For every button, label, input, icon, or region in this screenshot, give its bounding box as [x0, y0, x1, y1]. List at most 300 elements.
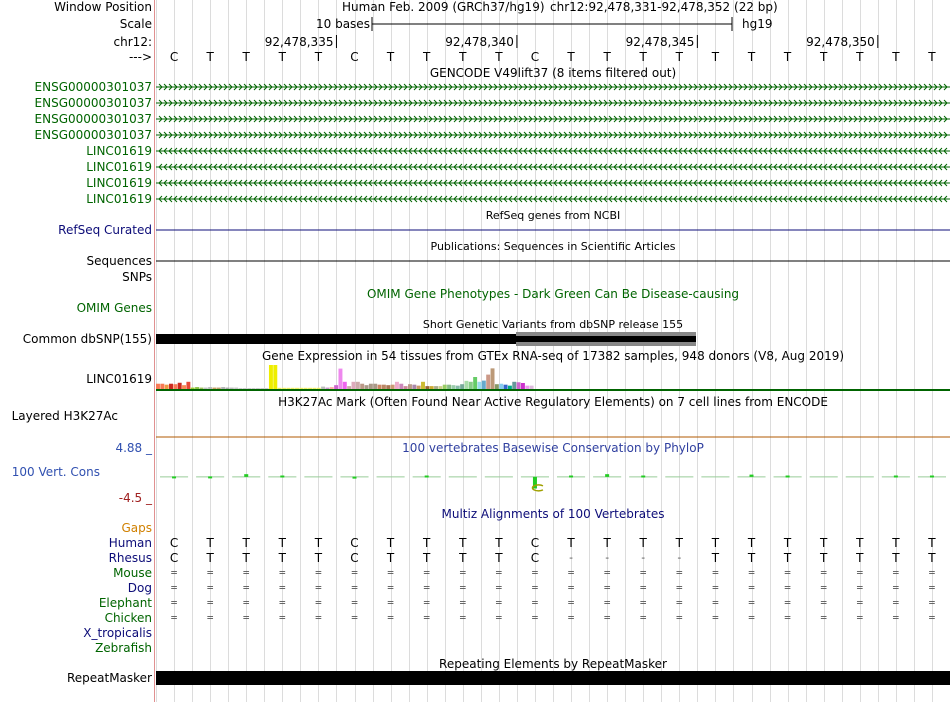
- cons-score-bar: [280, 476, 284, 478]
- cons-max-label: 4.88 _: [115, 441, 152, 455]
- alignment-base: C: [169, 551, 179, 565]
- dna-base: T: [783, 50, 792, 64]
- ruler-position-label: 92,478,335: [264, 35, 334, 49]
- gtex-bar: [421, 382, 425, 389]
- gtex-bar: [217, 388, 221, 389]
- alignment-base: -: [603, 551, 611, 564]
- gtex-bar: [473, 377, 477, 389]
- alignment-base: =: [748, 566, 755, 579]
- alignment-base: =: [495, 611, 503, 624]
- alignment-base: =: [279, 611, 286, 624]
- species-label[interactable]: Rhesus: [108, 551, 152, 565]
- alignment-base: T: [495, 551, 503, 565]
- gencode-item-label[interactable]: LINC01619: [86, 192, 152, 206]
- gencode-item-label[interactable]: LINC01619: [86, 160, 152, 174]
- gtex-bar: [430, 386, 434, 389]
- alignment-base: T: [459, 536, 467, 550]
- gtex-bar: [186, 382, 190, 389]
- dna-base: T: [495, 50, 503, 64]
- gencode-track-title[interactable]: GENCODE V49lift37 (8 items filtered out): [429, 66, 677, 80]
- alignment-base: =: [279, 596, 286, 609]
- gtex-bar: [204, 388, 208, 389]
- gtex-bar: [173, 384, 177, 389]
- alignment-base: =: [712, 611, 719, 624]
- alignment-base: =: [676, 611, 683, 624]
- alignment-base: =: [603, 611, 611, 624]
- gtex-bar: [356, 382, 360, 389]
- cons-score-bar: [786, 476, 790, 478]
- gtex-bar: [508, 386, 512, 389]
- species-label[interactable]: Chicken: [104, 611, 152, 625]
- alignment-base: T: [747, 551, 756, 565]
- snps-track-label[interactable]: SNPs: [122, 270, 152, 284]
- gtex-bar: [482, 381, 486, 389]
- dna-base: T: [278, 50, 286, 64]
- alignment-base: =: [423, 596, 430, 609]
- dna-base: T: [423, 50, 431, 64]
- gencode-item-label[interactable]: ENSG00000301037: [34, 112, 152, 126]
- alignment-base: =: [676, 596, 683, 609]
- gtex-bar: [247, 388, 251, 389]
- alignment-base: T: [206, 551, 214, 565]
- gtex-bar: [191, 388, 195, 389]
- gtex-bar: [195, 387, 199, 389]
- dna-base: T: [747, 50, 756, 64]
- window-position-label: Window Position: [54, 0, 152, 14]
- gtex-bar: [343, 382, 347, 389]
- dna-base: T: [856, 50, 864, 64]
- alignment-base: T: [386, 536, 395, 550]
- repeatmasker-track-title[interactable]: Repeating Elements by RepeatMasker: [439, 657, 667, 671]
- alignment-base: =: [170, 596, 178, 609]
- alignment-base: T: [783, 551, 792, 565]
- gtex-bar: [208, 387, 212, 389]
- alignment-base: =: [748, 611, 755, 624]
- gtex-bar: [425, 386, 429, 389]
- gtex-bar: [417, 386, 421, 389]
- gtex-bar: [256, 388, 260, 389]
- dna-base: T: [711, 50, 720, 64]
- alignment-base: =: [856, 596, 864, 609]
- cons-score-bar: [353, 477, 357, 479]
- scale-db: hg19: [742, 17, 773, 31]
- gtex-bar: [443, 385, 447, 389]
- dna-base: T: [892, 50, 900, 64]
- alignment-base: =: [892, 581, 900, 594]
- cons-score-bar: [208, 476, 212, 478]
- dbsnp-track-title[interactable]: Short Genetic Variants from dbSNP release 155: [422, 318, 684, 331]
- alignment-base: =: [459, 611, 467, 624]
- gtex-bar: [160, 384, 164, 389]
- species-label[interactable]: Zebrafish: [95, 641, 152, 655]
- gtex-bar: [517, 382, 521, 389]
- alignment-base: T: [928, 551, 936, 565]
- alignment-base: =: [242, 581, 250, 594]
- dna-base: T: [928, 50, 936, 64]
- alignment-base: T: [206, 536, 214, 550]
- gtex-bar: [286, 388, 290, 389]
- gencode-item-label[interactable]: ENSG00000301037: [34, 96, 152, 110]
- dna-base: T: [206, 50, 214, 64]
- alignment-base: T: [820, 551, 828, 565]
- alignment-base: T: [423, 551, 431, 565]
- gtex-bar: [295, 388, 299, 389]
- gtex-bar: [360, 384, 364, 389]
- cons-score-bar: [244, 474, 248, 477]
- gtex-bar: [230, 388, 234, 389]
- gtex-bar: [469, 382, 473, 389]
- alignment-base: -: [567, 551, 575, 564]
- alignment-base: =: [748, 596, 755, 609]
- alignment-base: =: [495, 581, 503, 594]
- refseq-track-label[interactable]: RefSeq Curated: [58, 223, 152, 237]
- gtex-bar: [243, 388, 247, 389]
- refseq-track-title[interactable]: RefSeq genes from NCBI: [485, 209, 621, 222]
- species-label[interactable]: Human: [108, 536, 152, 550]
- gtex-bar: [434, 386, 438, 389]
- alignment-base: =: [279, 581, 286, 594]
- gtex-bar: [447, 385, 451, 389]
- alignment-base: =: [567, 581, 575, 594]
- alignment-base: =: [315, 581, 322, 594]
- gtex-bar: [304, 388, 308, 389]
- alignment-base: =: [892, 611, 900, 624]
- alignment-base: =: [351, 566, 358, 579]
- dna-base: C: [169, 50, 179, 64]
- alignment-base: =: [928, 566, 936, 579]
- dna-base: T: [314, 50, 323, 64]
- alignment-base: -: [639, 551, 647, 564]
- alignment-base: T: [567, 536, 575, 550]
- gtex-bar: [460, 384, 464, 389]
- alignment-base: =: [928, 611, 936, 624]
- label-divider: [154, 0, 155, 702]
- multiz-track-title[interactable]: Multiz Alignments of 100 Vertebrates: [441, 507, 665, 521]
- cons-score-bar: [930, 476, 934, 478]
- gencode-item-label[interactable]: LINC01619: [86, 176, 152, 190]
- gtex-bar: [178, 383, 182, 389]
- alignment-base: =: [820, 611, 827, 624]
- gtex-bar: [373, 384, 377, 389]
- alignment-base: =: [206, 566, 214, 579]
- alignment-base: C: [169, 536, 179, 550]
- alignment-base: =: [242, 566, 250, 579]
- scale-text: 10 bases: [316, 17, 370, 31]
- dna-base: T: [675, 50, 683, 64]
- gtex-bar: [391, 385, 395, 389]
- ruler-position-label: 92,478,340: [445, 35, 514, 49]
- alignment-base: =: [928, 581, 936, 594]
- alignment-base: =: [567, 596, 575, 609]
- alignment-base: =: [712, 596, 719, 609]
- cons-score-bar: [641, 476, 645, 478]
- gtex-bar: [239, 388, 243, 389]
- gtex-bar: [338, 369, 342, 389]
- dbsnp-variant-core: [516, 336, 696, 342]
- alignment-base: =: [242, 596, 250, 609]
- alignment-base: C: [350, 536, 359, 550]
- dna-base: T: [639, 50, 647, 64]
- dna-base: T: [603, 50, 611, 64]
- alignment-base: =: [315, 566, 322, 579]
- alignment-base: =: [784, 581, 791, 594]
- alignment-base: T: [386, 551, 395, 565]
- gtex-bar: [212, 388, 216, 389]
- alignment-base: =: [206, 596, 214, 609]
- alignment-base: T: [820, 536, 828, 550]
- alignment-base: =: [459, 581, 467, 594]
- alignment-base: =: [820, 566, 827, 579]
- gtex-bar: [299, 388, 303, 389]
- position-title: chr12:92,478,331-92,478,352 (22 bp): [550, 0, 778, 14]
- alignment-base: =: [892, 596, 900, 609]
- gtex-bar: [165, 385, 169, 389]
- gtex-bar: [325, 388, 329, 389]
- alignment-base: T: [423, 536, 431, 550]
- cons-score-bar: [172, 476, 176, 478]
- gtex-bar: [438, 386, 442, 389]
- gtex-bar: [369, 384, 373, 389]
- alignment-base: T: [242, 551, 250, 565]
- alignment-base: =: [603, 596, 611, 609]
- scale-label: Scale: [119, 17, 152, 31]
- h3k27ac-track-label[interactable]: Layered H3K27Ac: [11, 409, 118, 423]
- cons-track-title[interactable]: 100 vertebrates Basewise Conservation by PhyloP: [402, 441, 704, 455]
- alignment-base: =: [567, 611, 575, 624]
- alignment-base: =: [242, 611, 250, 624]
- alignment-base: =: [351, 581, 358, 594]
- alignment-base: T: [278, 536, 286, 550]
- gtex-bar: [404, 386, 408, 389]
- dna-base: T: [820, 50, 828, 64]
- alignment-base: =: [856, 581, 864, 594]
- alignment-base: T: [242, 536, 250, 550]
- strand-arrow-label[interactable]: --->: [128, 50, 152, 64]
- alignment-base: =: [315, 611, 322, 624]
- cons-track-label[interactable]: 100 Vert. Cons: [11, 465, 100, 479]
- gtex-bar: [525, 386, 529, 389]
- alignment-base: T: [278, 551, 286, 565]
- alignment-base: T: [892, 551, 900, 565]
- ruler-position-label: 92,478,345: [625, 35, 695, 49]
- gtex-bar: [282, 388, 286, 389]
- gtex-bar: [491, 368, 495, 389]
- alignment-base: T: [711, 551, 720, 565]
- alignment-base: =: [820, 596, 827, 609]
- dna-base: T: [459, 50, 467, 64]
- h3k27ac-track-title[interactable]: H3K27Ac Mark (Often Found Near Active Regulatory Elements) on 7 cell lines from ENCODE: [278, 395, 828, 409]
- alignment-base: =: [567, 566, 575, 579]
- alignment-base: T: [856, 536, 864, 550]
- gtex-bar: [221, 387, 225, 389]
- gtex-track-label[interactable]: LINC01619: [86, 372, 152, 386]
- alignment-base: =: [784, 566, 791, 579]
- alignment-base: T: [495, 536, 503, 550]
- omim-track-title[interactable]: OMIM Gene Phenotypes - Dark Green Can Be Disease-causing: [366, 287, 740, 301]
- alignment-base: T: [314, 551, 323, 565]
- dbsnp-track-label[interactable]: Common dbSNP(155): [22, 332, 152, 346]
- alignment-base: =: [206, 611, 214, 624]
- alignment-base: =: [459, 596, 467, 609]
- alignment-base: =: [639, 596, 647, 609]
- repeatmasker-bar: [156, 671, 950, 685]
- gtex-bar: [252, 388, 256, 389]
- alignment-base: =: [603, 581, 611, 594]
- species-label[interactable]: Elephant: [98, 596, 152, 610]
- gtex-bar: [278, 388, 282, 389]
- gtex-bar: [312, 388, 316, 389]
- dna-base: T: [242, 50, 250, 64]
- alignment-base: =: [351, 611, 358, 624]
- gaps-label[interactable]: Gaps: [121, 521, 152, 535]
- alignment-base: T: [711, 536, 720, 550]
- gencode-item-label[interactable]: LINC01619: [86, 144, 152, 158]
- dna-base: T: [567, 50, 575, 64]
- alignment-base: =: [639, 566, 647, 579]
- cons-score-bar: [750, 475, 754, 477]
- alignment-base: C: [530, 551, 540, 565]
- gtex-bar: [378, 385, 382, 389]
- alignment-base: T: [928, 536, 936, 550]
- omim-track-label[interactable]: OMIM Genes: [76, 301, 152, 315]
- gtex-bar: [499, 384, 503, 389]
- alignment-base: =: [639, 581, 647, 594]
- species-label[interactable]: Mouse: [113, 566, 152, 580]
- gtex-bar: [504, 385, 508, 389]
- alignment-base: T: [892, 536, 900, 550]
- cons-min-label: -4.5 _: [118, 491, 152, 505]
- gtex-bar: [291, 388, 295, 389]
- gtex-bar: [317, 388, 321, 389]
- gtex-bar: [182, 385, 186, 389]
- alignment-base: =: [712, 566, 719, 579]
- species-label[interactable]: Dog: [127, 581, 152, 595]
- alignment-base: =: [639, 611, 647, 624]
- gencode-item-label[interactable]: ENSG00000301037: [34, 80, 152, 94]
- cons-score-bar: [894, 476, 898, 478]
- alignment-base: C: [530, 536, 540, 550]
- gtex-bar: [334, 385, 338, 389]
- alignment-base: T: [314, 536, 323, 550]
- alignment-base: =: [315, 596, 322, 609]
- alignment-base: =: [712, 581, 719, 594]
- alignment-base: =: [748, 581, 755, 594]
- gtex-bar: [408, 384, 412, 389]
- alignment-base: =: [495, 596, 503, 609]
- gtex-bar: [169, 384, 173, 389]
- dna-base: C: [350, 50, 359, 64]
- gtex-bar: [512, 382, 516, 389]
- gtex-bar: [273, 365, 277, 389]
- alignment-base: =: [206, 581, 214, 594]
- alignment-base: =: [820, 581, 827, 594]
- alignment-base: T: [856, 551, 864, 565]
- gtex-bar: [478, 382, 482, 389]
- assembly-title: Human Feb. 2009 (GRCh37/hg19): [342, 0, 545, 14]
- alignment-base: =: [170, 566, 178, 579]
- gtex-bar: [226, 388, 230, 389]
- gtex-bar: [521, 383, 525, 389]
- alignment-base: =: [676, 581, 683, 594]
- alignment-base: T: [603, 536, 611, 550]
- repeatmasker-track-label[interactable]: RepeatMasker: [66, 671, 152, 685]
- alignment-base: =: [279, 566, 286, 579]
- alignment-base: =: [784, 611, 791, 624]
- gtex-bar: [260, 388, 264, 389]
- alignment-base: =: [531, 611, 539, 624]
- gtex-track-title[interactable]: Gene Expression in 54 tissues from GTEx RNA-seq of 17382 samples, 948 donors (V8, Aug 2019): [261, 349, 845, 363]
- gtex-bar: [321, 387, 325, 389]
- ruler-position-label: 92,478,350: [806, 35, 875, 49]
- gtex-bar: [347, 386, 351, 389]
- alignment-base: =: [387, 596, 394, 609]
- gtex-bar: [399, 384, 403, 389]
- alignment-base: =: [387, 611, 394, 624]
- alignment-base: =: [170, 611, 178, 624]
- gtex-bar: [464, 381, 468, 389]
- alignment-base: =: [676, 566, 683, 579]
- alignment-base: =: [892, 566, 900, 579]
- gtex-bar: [269, 365, 273, 389]
- species-label[interactable]: X_tropicalis: [83, 626, 152, 640]
- alignment-base: =: [928, 596, 936, 609]
- gtex-bar: [265, 388, 269, 389]
- gtex-bar: [156, 384, 160, 389]
- cons-score-bar: [569, 476, 573, 478]
- gtex-bar: [486, 375, 490, 389]
- gtex-bar: [234, 388, 238, 389]
- gtex-bar: [365, 385, 369, 389]
- alignment-base: =: [784, 596, 791, 609]
- alignment-base: -: [676, 551, 683, 564]
- alignment-base: T: [783, 536, 792, 550]
- gtex-bar: [451, 385, 455, 389]
- gtex-bar: [308, 388, 312, 389]
- alignment-base: =: [531, 596, 539, 609]
- alignment-base: =: [856, 611, 864, 624]
- cons-score-bar: [425, 476, 429, 478]
- cons-score-bar: [605, 474, 609, 477]
- alignment-base: =: [531, 581, 539, 594]
- alignment-base: =: [387, 581, 394, 594]
- dna-base: C: [530, 50, 540, 64]
- track-image-area[interactable]: [156, 0, 950, 702]
- alignment-base: =: [423, 581, 430, 594]
- chrom-label: chr12:: [113, 35, 152, 49]
- gtex-bar: [530, 386, 534, 389]
- publications-track-label[interactable]: Sequences: [86, 254, 152, 268]
- alignment-base: =: [387, 566, 394, 579]
- gtex-bar: [386, 385, 390, 389]
- publications-track-title[interactable]: Publications: Sequences in Scientific Articles: [430, 240, 676, 253]
- dna-base: T: [386, 50, 395, 64]
- alignment-base: C: [350, 551, 359, 565]
- gtex-bar: [382, 385, 386, 389]
- alignment-base: =: [495, 566, 503, 579]
- gtex-bar: [199, 388, 203, 389]
- gencode-item-label[interactable]: ENSG00000301037: [34, 128, 152, 142]
- alignment-base: T: [675, 536, 683, 550]
- alignment-base: T: [639, 536, 647, 550]
- alignment-base: T: [459, 551, 467, 565]
- gtex-bar: [412, 385, 416, 389]
- alignment-base: =: [459, 566, 467, 579]
- gtex-bar: [495, 384, 499, 389]
- gtex-bar: [456, 386, 460, 389]
- alignment-base: =: [603, 566, 611, 579]
- alignment-base: =: [423, 566, 430, 579]
- alignment-base: =: [531, 566, 539, 579]
